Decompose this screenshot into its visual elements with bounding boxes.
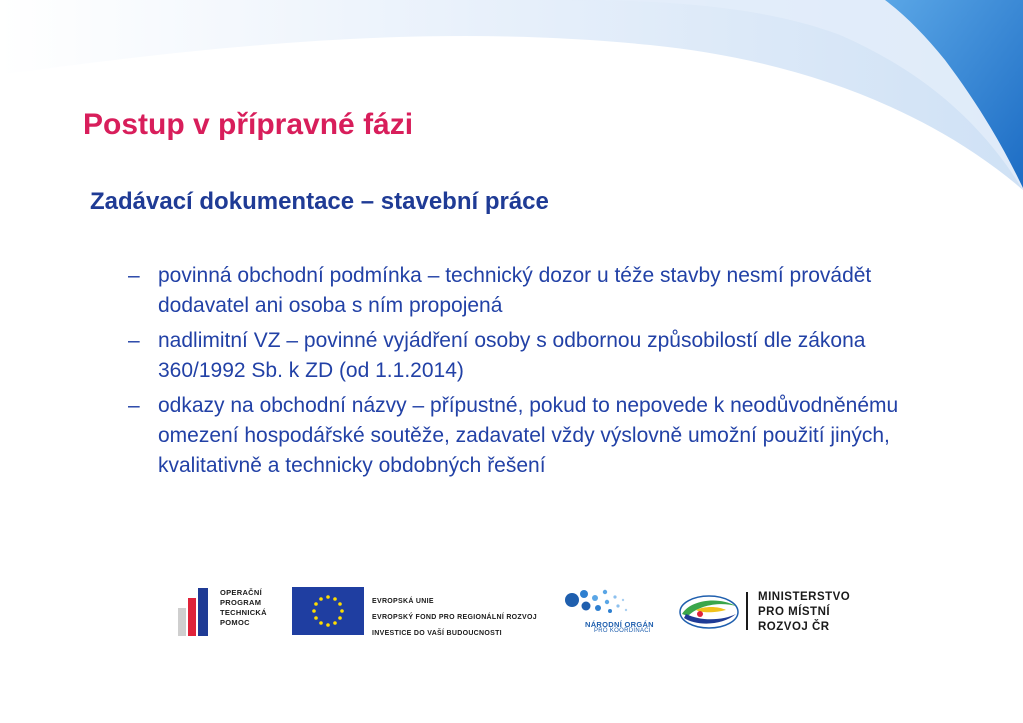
bullet-item [128, 391, 958, 481]
narodni-organ-dots-icon [562, 586, 632, 620]
slide-subtitle: Zadávací dokumentace – stavební práce [90, 188, 549, 215]
eu-line: EVROPSKÝ FOND PRO REGIONÁLNÍ ROZVOJ [372, 614, 537, 621]
bullet-list [128, 261, 958, 486]
op-tp-bars-icon [176, 586, 216, 636]
eu-line: EVROPSKÁ UNIE [372, 598, 434, 605]
bullet-text: povinná obchodní podmínka – technický dozor u téže stavby nesmí provádět dodavatel ani osoba s ním propojená [158, 264, 872, 317]
logo-bar [0, 580, 1023, 650]
bullet-text: odkazy na obchodní názvy – přípustné, pokud to nepovede k neodůvodněnému omezení hospodářské soutěže, zadavatel vždy výslovně umožní použití jiných, kvalitativně a technicky obdobných řešení [158, 394, 899, 477]
bullet-text: nadlimitní VZ – povinné vyjádření osoby s odbornou způsobilostí dle zákona 360/1992 Sb. k ZD (od 1.1.2014) [158, 329, 866, 382]
bullet-marker: – [128, 264, 140, 287]
mmr-divider [746, 592, 748, 630]
narodni-organ-subtitle: PRO KOORDINACI [594, 628, 651, 634]
slide-title: Postup v přípravné fázi [83, 108, 414, 141]
eu-flag-icon [292, 587, 364, 635]
mmr-logo-text: MINISTERSTVO PRO MÍSTNÍ ROZVOJ ČR [758, 591, 851, 633]
op-tp-logo-text: OPERAČNÍ PROGRAM TECHNICKÁ POMOC [220, 588, 267, 627]
bullet-item [128, 261, 958, 321]
mmr-emblem-icon [678, 592, 740, 632]
eu-logo-text [372, 594, 537, 642]
narodni-organ-title: NÁRODNÍ ORGÁN [585, 620, 654, 629]
eu-line: INVESTICE DO VAŠÍ BUDOUCNOSTI [372, 630, 502, 637]
bullet-marker: – [128, 329, 140, 352]
bullet-item [128, 326, 958, 386]
bullet-marker: – [128, 394, 140, 417]
